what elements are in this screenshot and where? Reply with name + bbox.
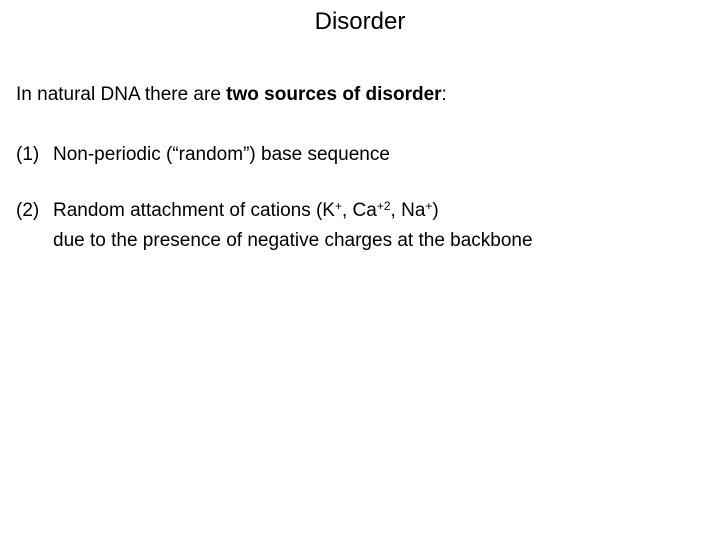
cation-text-end: ): [432, 200, 439, 221]
intro-colon: :: [441, 84, 447, 105]
cation-text-start: Random attachment of cations (K: [53, 200, 335, 221]
potassium-charge: +: [334, 199, 342, 213]
slide-title: Disorder: [314, 8, 406, 35]
cation-text-sodium: , Na: [390, 200, 426, 221]
list-item-number: (1): [16, 144, 40, 165]
list-item-continuation: due to the presence of negative charges at the backbone: [53, 230, 533, 251]
calcium-charge: +2: [376, 199, 391, 213]
intro-text: In natural DNA there are: [16, 84, 227, 105]
list-item-text: [53, 200, 439, 221]
list-item-text: Non-periodic (“random”) base sequence: [53, 144, 390, 165]
cation-text-calcium: , Ca: [342, 200, 377, 221]
slide-body: [16, 80, 706, 251]
list-item-1: [16, 140, 390, 170]
sodium-charge: +: [425, 199, 433, 213]
intro-emphasis: two sources of disorder: [226, 84, 442, 105]
list-item-2: [16, 196, 533, 256]
list-item-number: (2): [16, 200, 40, 221]
intro-paragraph: [16, 80, 706, 110]
